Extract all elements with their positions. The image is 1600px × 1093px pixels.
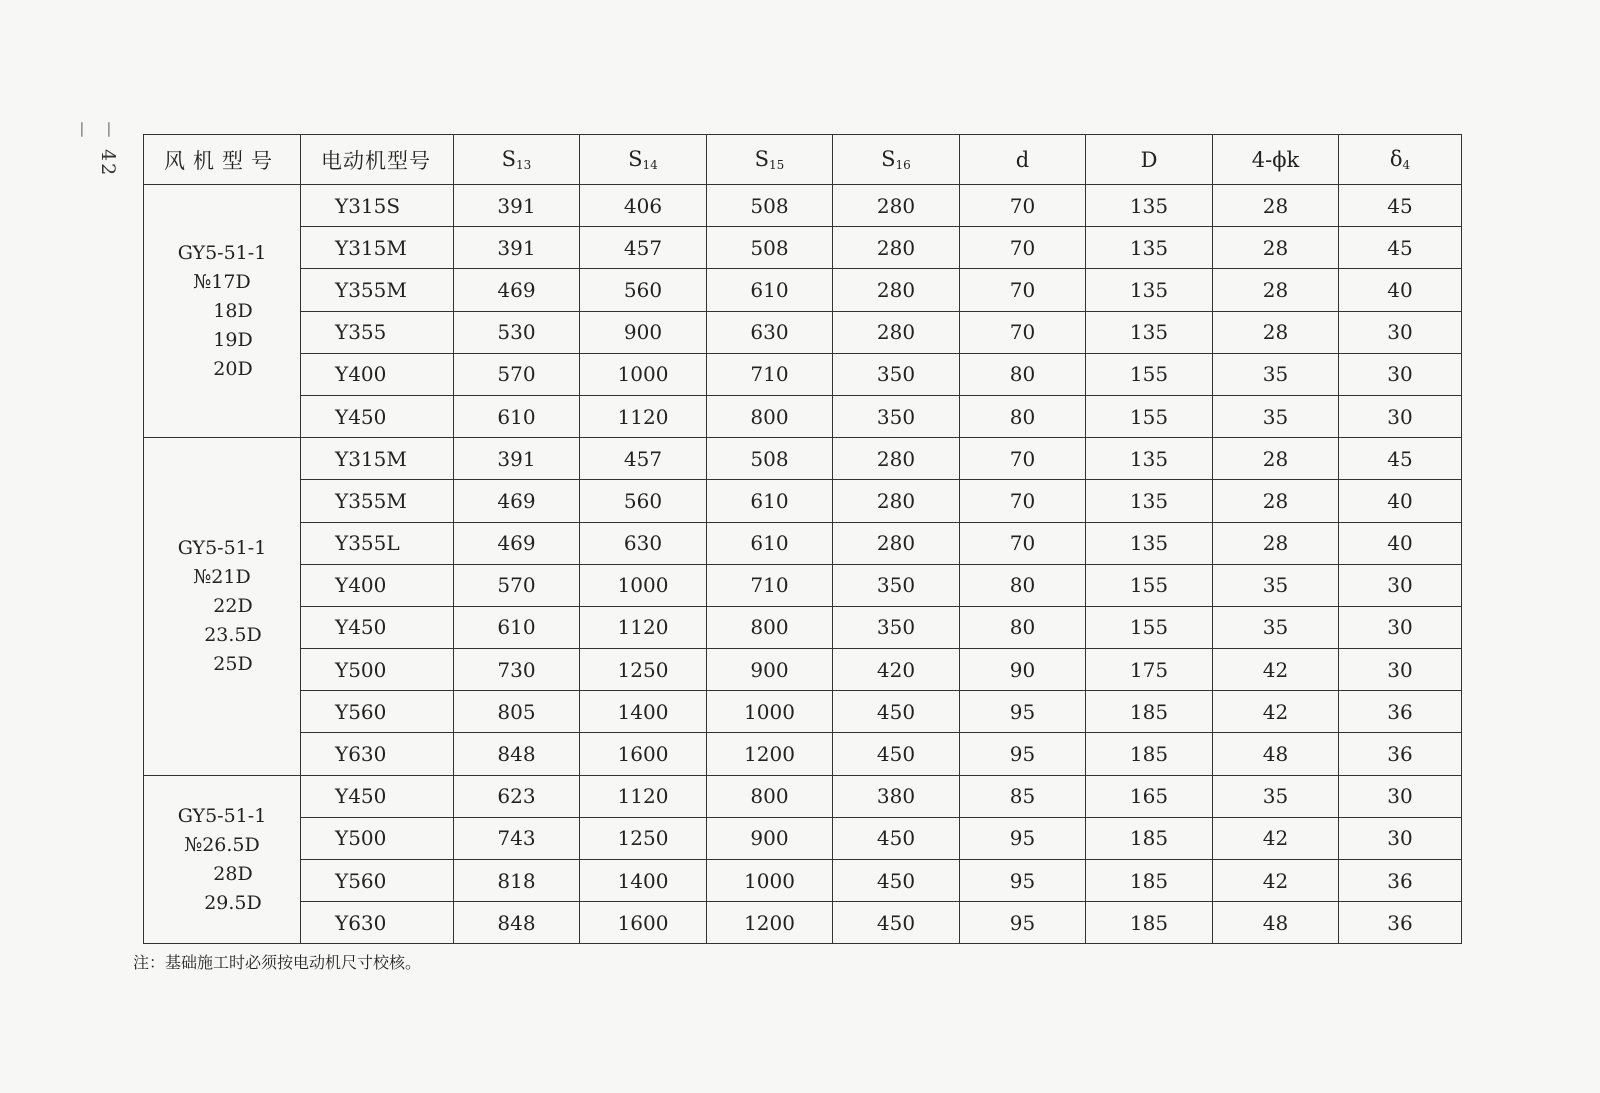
- dimension-cell: 805: [454, 691, 580, 733]
- fan-model-line: 22D: [213, 594, 253, 617]
- motor-model-cell: Y315M: [301, 227, 454, 269]
- dimension-cell: 155: [1086, 395, 1213, 437]
- dimension-cell: 30: [1339, 311, 1462, 353]
- dimension-cell: 450: [833, 691, 960, 733]
- dimension-cell: 70: [960, 438, 1086, 480]
- dimension-cell: 630: [707, 311, 833, 353]
- dimension-cell: 280: [833, 522, 960, 564]
- table-row: [144, 564, 1462, 606]
- dimension-cell: 848: [454, 733, 580, 775]
- motor-model-cell: Y630: [301, 902, 454, 944]
- dimension-cell: 350: [833, 395, 960, 437]
- table-row: [144, 733, 1462, 775]
- dimension-cell: 710: [707, 564, 833, 606]
- dimension-cell: 185: [1086, 860, 1213, 902]
- motor-model-cell: Y450: [301, 606, 454, 648]
- dimension-cell: 450: [833, 902, 960, 944]
- motor-model-cell: Y500: [301, 817, 454, 859]
- motor-model-cell: Y315S: [301, 185, 454, 227]
- dimension-cell: 280: [833, 227, 960, 269]
- dimension-cell: 530: [454, 311, 580, 353]
- dimension-cell: 70: [960, 311, 1086, 353]
- motor-model-cell: Y400: [301, 564, 454, 606]
- dimension-cell: 95: [960, 817, 1086, 859]
- dimension-cell: 1600: [580, 733, 707, 775]
- dimension-cell: 28: [1213, 438, 1339, 480]
- dimension-cell: 420: [833, 649, 960, 691]
- dimension-cell: 406: [580, 185, 707, 227]
- dimension-cell: 185: [1086, 733, 1213, 775]
- dimension-cell: 1400: [580, 691, 707, 733]
- dimension-cell: 391: [454, 438, 580, 480]
- dimension-cell: 350: [833, 353, 960, 395]
- table-row: [144, 649, 1462, 691]
- dimension-cell: 36: [1339, 860, 1462, 902]
- motor-model-cell: Y400: [301, 353, 454, 395]
- dimension-cell: 30: [1339, 606, 1462, 648]
- motor-model-cell: Y450: [301, 395, 454, 437]
- header-delta4: $\delta_4$: [1339, 135, 1462, 185]
- table-row: [144, 691, 1462, 733]
- header-s16: $S_{16}$: [833, 135, 960, 185]
- dimension-cell: 48: [1213, 733, 1339, 775]
- dimension-cell: 90: [960, 649, 1086, 691]
- dimension-cell: 28: [1213, 480, 1339, 522]
- motor-model-cell: Y560: [301, 691, 454, 733]
- dimension-cell: 28: [1213, 522, 1339, 564]
- dimension-cell: 95: [960, 733, 1086, 775]
- dimension-cell: 30: [1339, 395, 1462, 437]
- dimension-cell: 469: [454, 480, 580, 522]
- fan-model-line: 23.5D: [204, 623, 262, 646]
- table-body: [144, 185, 1462, 944]
- dimension-cell: 280: [833, 438, 960, 480]
- dimension-cell: 80: [960, 395, 1086, 437]
- dimension-cell: 350: [833, 606, 960, 648]
- dimension-cell: 1200: [707, 733, 833, 775]
- dimension-cell: 36: [1339, 733, 1462, 775]
- dimension-cell: 610: [707, 269, 833, 311]
- dimension-cell: 730: [454, 649, 580, 691]
- header-s15: $S_{15}$: [707, 135, 833, 185]
- dimension-cell: 391: [454, 185, 580, 227]
- table-row: [144, 395, 1462, 437]
- fan-model-line: 29.5D: [204, 891, 262, 914]
- dimension-cell: 450: [833, 817, 960, 859]
- header-motor-model: 电动机型号: [301, 135, 454, 185]
- header-row: [144, 135, 1462, 185]
- dimension-cell: 800: [707, 606, 833, 648]
- dimension-cell: 380: [833, 775, 960, 817]
- fan-model-line: GY5-51-1: [177, 241, 267, 264]
- dimension-cell: 848: [454, 902, 580, 944]
- dimension-cell: 1000: [580, 564, 707, 606]
- dimension-cell: 28: [1213, 185, 1339, 227]
- dimension-cell: 35: [1213, 395, 1339, 437]
- dimension-cell: 457: [580, 438, 707, 480]
- dimension-cell: 30: [1339, 817, 1462, 859]
- fan-model-line: №17D: [193, 270, 251, 293]
- motor-model-cell: Y355: [301, 311, 454, 353]
- dimension-cell: 280: [833, 185, 960, 227]
- dimension-cell: 900: [580, 311, 707, 353]
- header-s13: $S_{13}$: [454, 135, 580, 185]
- motor-model-cell: Y450: [301, 775, 454, 817]
- dimension-cell: 280: [833, 269, 960, 311]
- motor-model-cell: Y315M: [301, 438, 454, 480]
- dimension-cell: 1000: [707, 860, 833, 902]
- dimension-cell: 560: [580, 480, 707, 522]
- dimension-cell: 1250: [580, 649, 707, 691]
- dimension-cell: 36: [1339, 691, 1462, 733]
- dimension-cell: 42: [1213, 817, 1339, 859]
- table-row: [144, 269, 1462, 311]
- dimension-cell: 135: [1086, 480, 1213, 522]
- table-row: [144, 185, 1462, 227]
- motor-model-cell: Y500: [301, 649, 454, 691]
- dimension-cell: 350: [833, 564, 960, 606]
- dimension-cell: 710: [707, 353, 833, 395]
- dimension-cell: 70: [960, 522, 1086, 564]
- header-d-small: d: [960, 135, 1086, 185]
- dimension-cell: 45: [1339, 438, 1462, 480]
- dimension-cell: 155: [1086, 353, 1213, 395]
- fan-model-cell: [144, 438, 301, 776]
- dimension-cell: 28: [1213, 311, 1339, 353]
- dimension-cell: 45: [1339, 227, 1462, 269]
- table-row: [144, 227, 1462, 269]
- motor-model-cell: Y355L: [301, 522, 454, 564]
- dimension-cell: 450: [833, 860, 960, 902]
- fan-model-line: GY5-51-1: [177, 804, 267, 827]
- dimension-cell: 30: [1339, 353, 1462, 395]
- dimension-cell: 135: [1086, 438, 1213, 480]
- table-row: [144, 606, 1462, 648]
- dimension-cell: 610: [454, 606, 580, 648]
- table-row: [144, 311, 1462, 353]
- dimension-cell: 155: [1086, 606, 1213, 648]
- dimension-cell: 1600: [580, 902, 707, 944]
- dimension-cell: 800: [707, 395, 833, 437]
- header-bolt-holes: 4-ϕk: [1213, 135, 1339, 185]
- dimension-cell: 560: [580, 269, 707, 311]
- table-row: [144, 902, 1462, 944]
- dimension-cell: 135: [1086, 311, 1213, 353]
- fan-model-line: GY5-51-1: [177, 536, 267, 559]
- dimension-cell: 28: [1213, 269, 1339, 311]
- dimension-cell: 610: [707, 522, 833, 564]
- dimension-cell: 165: [1086, 775, 1213, 817]
- fan-model-line: 28D: [213, 862, 253, 885]
- dimension-cell: 135: [1086, 522, 1213, 564]
- dimension-cell: 1200: [707, 902, 833, 944]
- dimension-cell: 185: [1086, 817, 1213, 859]
- dimension-cell: 135: [1086, 185, 1213, 227]
- dimension-cell: 70: [960, 227, 1086, 269]
- header-d-large: D: [1086, 135, 1213, 185]
- header-s14: $S_{14}$: [580, 135, 707, 185]
- dimension-cell: 185: [1086, 691, 1213, 733]
- dimension-cell: 391: [454, 227, 580, 269]
- dimension-cell: 70: [960, 185, 1086, 227]
- dimension-cell: 40: [1339, 480, 1462, 522]
- dimension-cell: 800: [707, 775, 833, 817]
- dimension-cell: 80: [960, 606, 1086, 648]
- dimension-cell: 1000: [707, 691, 833, 733]
- dimension-cell: 70: [960, 480, 1086, 522]
- dimension-cell: 42: [1213, 860, 1339, 902]
- fan-motor-dimension-table: [143, 134, 1462, 944]
- dimension-cell: 1000: [580, 353, 707, 395]
- table-row: [144, 860, 1462, 902]
- dimension-cell: 1120: [580, 775, 707, 817]
- page-number: － 42 －: [70, 120, 119, 178]
- dimension-cell: 1400: [580, 860, 707, 902]
- dimension-cell: 900: [707, 649, 833, 691]
- table-row: [144, 480, 1462, 522]
- table-row: [144, 775, 1462, 817]
- table-row: [144, 522, 1462, 564]
- dimension-cell: 610: [707, 480, 833, 522]
- dimension-cell: 135: [1086, 269, 1213, 311]
- dimension-cell: 469: [454, 269, 580, 311]
- dimension-cell: 280: [833, 480, 960, 522]
- header-fan-model: 风机型号: [144, 135, 301, 185]
- dimension-cell: 155: [1086, 564, 1213, 606]
- dimension-cell: 135: [1086, 227, 1213, 269]
- fan-model-cell: [144, 185, 301, 438]
- dimension-cell: 80: [960, 353, 1086, 395]
- dimension-cell: 185: [1086, 902, 1213, 944]
- dimension-cell: 630: [580, 522, 707, 564]
- dimension-cell: 70: [960, 269, 1086, 311]
- dimension-cell: 175: [1086, 649, 1213, 691]
- dimension-cell: 469: [454, 522, 580, 564]
- dimension-cell: 818: [454, 860, 580, 902]
- table-row: [144, 438, 1462, 480]
- dimension-cell: 1250: [580, 817, 707, 859]
- dimension-cell: 610: [454, 395, 580, 437]
- dimension-cell: 28: [1213, 227, 1339, 269]
- dimension-cell: 1120: [580, 606, 707, 648]
- dimension-cell: 95: [960, 902, 1086, 944]
- dimension-cell: 85: [960, 775, 1086, 817]
- footnote: 注：基础施工时必须按电动机尺寸校核。: [133, 953, 422, 972]
- motor-model-cell: Y630: [301, 733, 454, 775]
- dimension-cell: 35: [1213, 564, 1339, 606]
- dimension-cell: 457: [580, 227, 707, 269]
- dimension-cell: 570: [454, 353, 580, 395]
- fan-model-line: 25D: [213, 652, 253, 675]
- fan-model-line: 19D: [213, 328, 253, 351]
- dimension-cell: 450: [833, 733, 960, 775]
- table-row: [144, 353, 1462, 395]
- dimension-cell: 95: [960, 691, 1086, 733]
- dimension-cell: 1120: [580, 395, 707, 437]
- motor-model-cell: Y355M: [301, 269, 454, 311]
- dimension-cell: 30: [1339, 649, 1462, 691]
- dimension-cell: 48: [1213, 902, 1339, 944]
- dimension-cell: 280: [833, 311, 960, 353]
- dimension-cell: 35: [1213, 353, 1339, 395]
- dimension-cell: 508: [707, 227, 833, 269]
- dimension-cell: 42: [1213, 691, 1339, 733]
- dimension-cell: 30: [1339, 775, 1462, 817]
- dimension-cell: 35: [1213, 606, 1339, 648]
- dimension-cell: 45: [1339, 185, 1462, 227]
- dimension-cell: 743: [454, 817, 580, 859]
- dimension-cell: 508: [707, 438, 833, 480]
- motor-model-cell: Y560: [301, 860, 454, 902]
- motor-model-cell: Y355M: [301, 480, 454, 522]
- dimension-cell: 40: [1339, 269, 1462, 311]
- dimension-cell: 40: [1339, 522, 1462, 564]
- dimension-cell: 80: [960, 564, 1086, 606]
- dimension-cell: 35: [1213, 775, 1339, 817]
- dimension-cell: 30: [1339, 564, 1462, 606]
- dimension-cell: 570: [454, 564, 580, 606]
- dimension-cell: 508: [707, 185, 833, 227]
- table-row: [144, 817, 1462, 859]
- dimension-cell: 42: [1213, 649, 1339, 691]
- dimension-cell: 95: [960, 860, 1086, 902]
- fan-model-line: 18D: [213, 299, 253, 322]
- fan-model-line: 20D: [213, 357, 253, 380]
- dimension-cell: 623: [454, 775, 580, 817]
- dimension-cell: 900: [707, 817, 833, 859]
- fan-model-line: №21D: [193, 565, 251, 588]
- dimension-cell: 36: [1339, 902, 1462, 944]
- fan-model-line: №26.5D: [184, 833, 260, 856]
- fan-model-cell: [144, 775, 301, 944]
